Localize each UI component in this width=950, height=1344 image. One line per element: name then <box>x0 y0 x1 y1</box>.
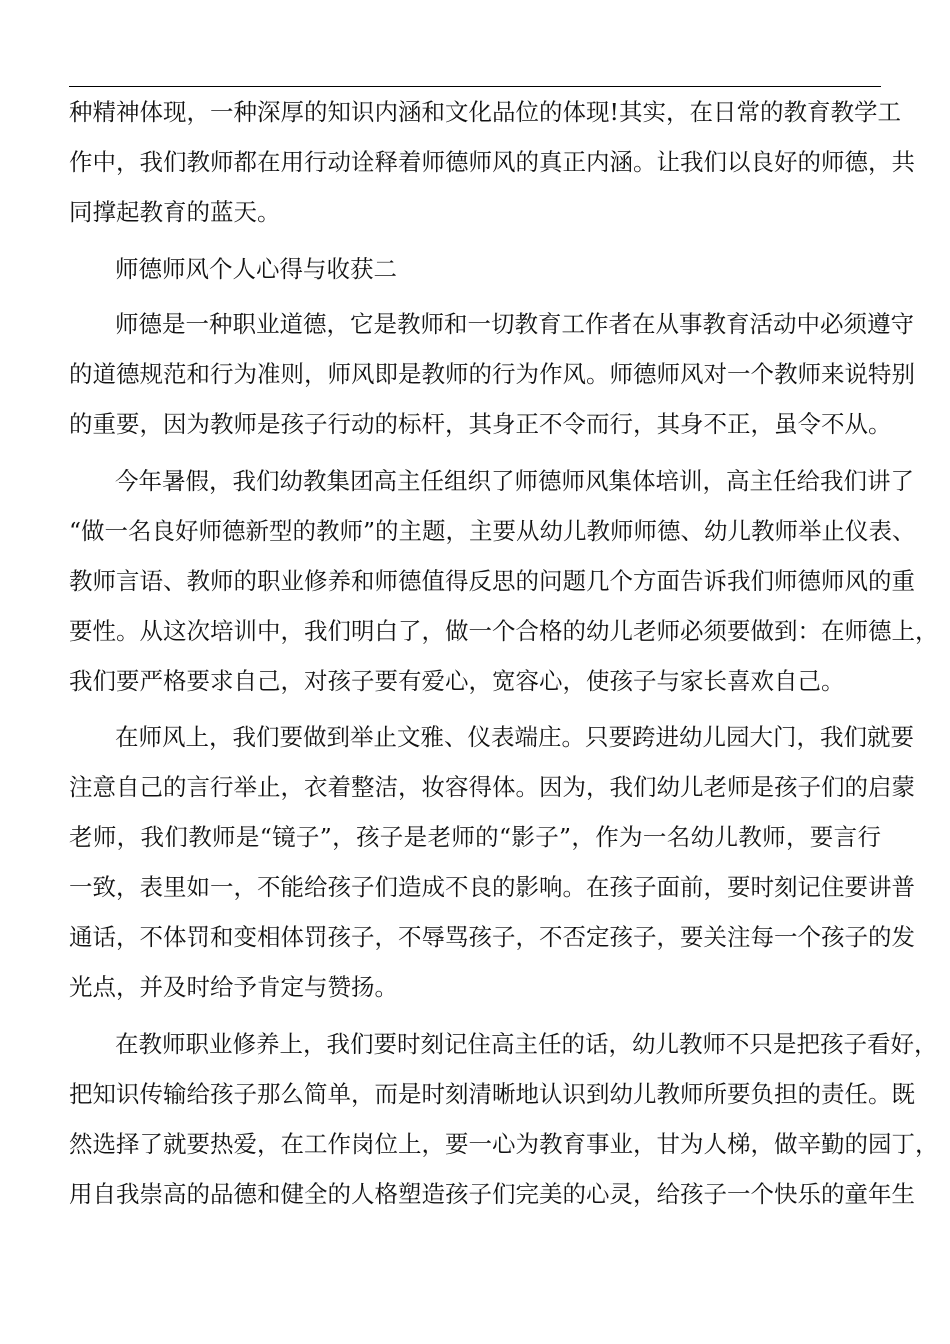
text-line: 师德是一种职业道德，它是教师和一切教育工作者在从事教育活动中必须遵守 <box>115 310 914 338</box>
text-line: 的道德规范和行为准则，师风即是教师的行为作风。师德师风对一个教师来说特别 <box>69 360 915 388</box>
text-line: 同撑起教育的蓝天。 <box>69 198 281 226</box>
text-line: 然选择了就要热爱，在工作岗位上，要一心为教育事业，甘为人梯，做辛勤的园丁， <box>69 1130 939 1158</box>
text-line: 作中，我们教师都在用行动诠释着师德师风的真正内涵。让我们以良好的师德，共 <box>69 148 915 176</box>
text-line: 通话，不体罚和变相体罚孩子，不辱骂孩子，不否定孩子，要关注每一个孩子的发 <box>69 923 915 951</box>
text-line: “做一名良好师德新型的教师”的主题，主要从幼儿教师师德、幼儿教师举止仪表、 <box>69 517 916 545</box>
text-line: 我们要严格要求自己，对孩子要有爱心，宽容心，使孩子与家长喜欢自己。 <box>69 667 845 695</box>
text-line: 的重要，因为教师是孩子行动的标杆，其身正不令而行，其身不正，虽令不从。 <box>69 410 892 438</box>
text-line: 把知识传输给孩子那么简单，而是时刻清晰地认识到幼儿教师所要负担的责任。既 <box>69 1080 915 1108</box>
text-line: 教师言语、教师的职业修养和师德值得反思的问题几个方面告诉我们师德师风的重 <box>69 567 915 595</box>
text-line: 种精神体现，一种深厚的知识内涵和文化品位的体现!其实，在日常的教育教学工 <box>69 98 901 126</box>
text-line: 今年暑假，我们幼教集团高主任组织了师德师风集体培训，高主任给我们讲了 <box>115 467 914 495</box>
section-heading: 师德师风个人心得与收获二 <box>115 255 397 283</box>
text-line: 一致，表里如一，不能给孩子们造成不良的影响。在孩子面前，要时刻记住要讲普 <box>69 873 915 901</box>
text-line: 注意自己的言行举止，衣着整洁，妆容得体。因为，我们幼儿老师是孩子们的启蒙 <box>69 773 915 801</box>
text-line: 用自我崇高的品德和健全的人格塑造孩子们完美的心灵，给孩子一个快乐的童年生 <box>69 1180 915 1208</box>
header-rule <box>69 86 881 87</box>
text-line: 光点，并及时给予肯定与赞扬。 <box>69 973 398 1001</box>
text-line: 要性。从这次培训中，我们明白了，做一个合格的幼儿老师必须要做到：在师德上， <box>69 617 939 645</box>
text-line: 在教师职业修养上，我们要时刻记住高主任的话，幼儿教师不只是把孩子看好， <box>115 1030 938 1058</box>
text-line: 老师，我们教师是“镜子”，孩子是老师的“影子”，作为一名幼儿教师，要言行 <box>69 823 881 851</box>
text-line: 在师风上，我们要做到举止文雅、仪表端庄。只要跨进幼儿园大门，我们就要 <box>115 723 914 751</box>
